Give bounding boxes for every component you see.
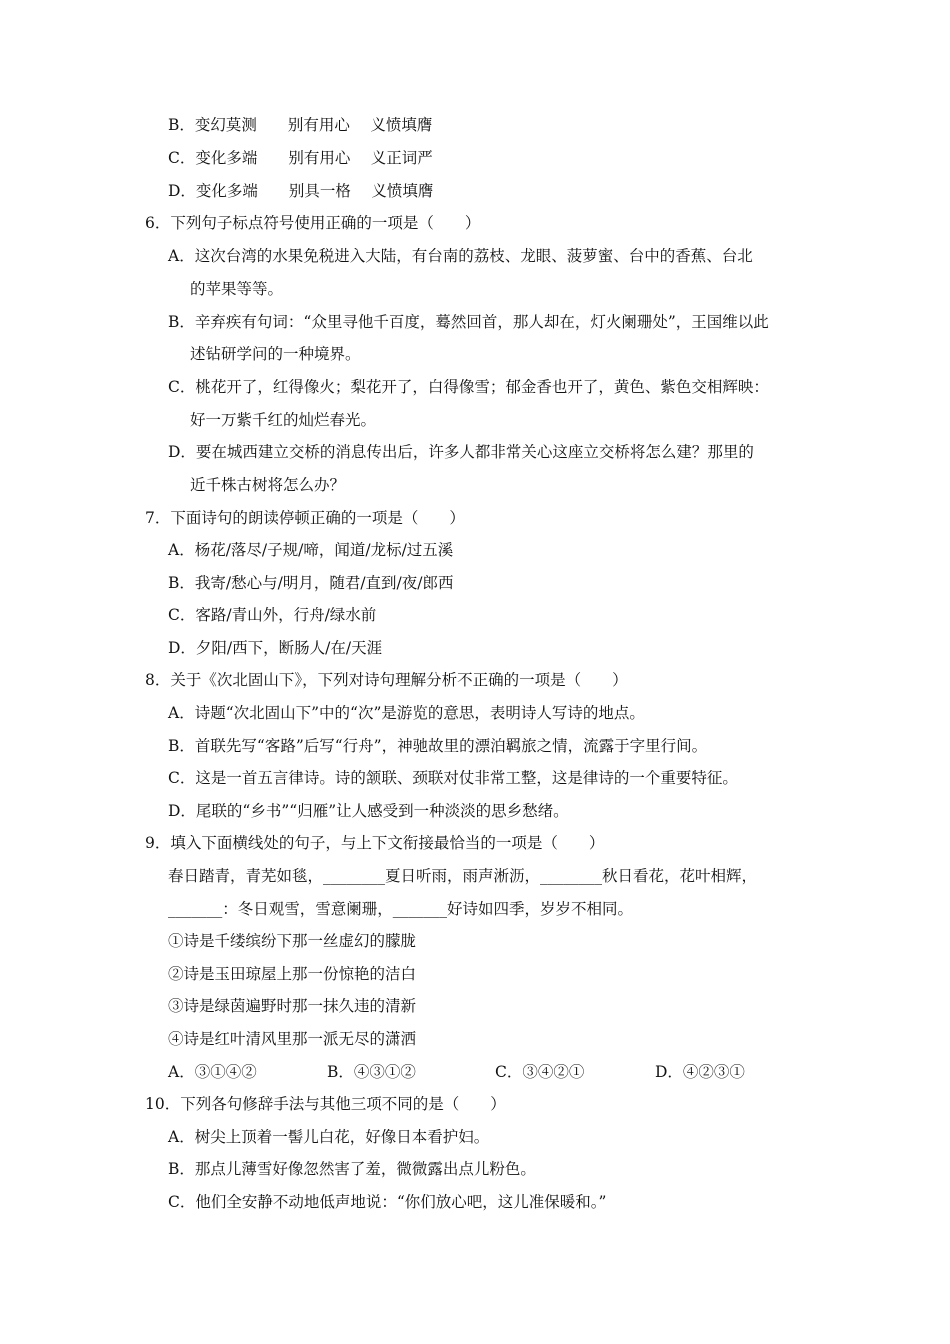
q6-option-a-line1: A．这次台湾的水果免税进入大陆，有台南的荔枝、龙眼、菠萝蜜、台中的香蕉、台北 [168,247,753,265]
q6-option-b-line1: B．辛弃疾有句词：“众里寻他千百度，蓦然回首，那人却在，灯火阑珊处”，王国维以此 [168,313,769,331]
q6-option-c-line1: C．桃花开了，红得像火；梨花开了，白得像雪；郁金香也开了，黄色、紫色交相辉映： [168,378,769,396]
q9-sentence-2: ②诗是玉田琼屋上那一份惊艳的洁白 [168,965,417,983]
q6-option-d-line2: 近千株古树将怎么办？ [190,476,346,494]
q7-option-d: D．夕阳/西下，断肠人/在/天涯 [168,639,383,657]
q8-option-b: B．首联先写“客路”后写“行舟”，神驰故里的漂泊羁旅之情，流露于字里行间。 [168,737,708,755]
q7-option-a: A．杨花/落尽/子规/啼，闻道/龙标/过五溪 [168,541,454,559]
q6-option-a-line2: 的苹果等等。 [190,280,284,298]
q5-option-b: B．变幻莫测 别有用心 义愤填膺 [168,116,433,134]
q6-option-b-line2: 述钻研学问的一种境界。 [190,345,361,363]
q9-passage-line2: _______：冬日观雪，雪意阑珊，_______好诗如四季，岁岁不相同。 [168,900,634,918]
q9-stem: 9．填入下面横线处的句子，与上下文衔接最恰当的一项是（ ） [145,834,605,852]
q5-option-c: C．变化多端 别有用心 义正词严 [168,149,433,167]
q10-option-b: B．那点儿薄雪好像忽然害了羞，微微露出点儿粉色。 [168,1160,536,1178]
q10-option-a: A．树尖上顶着一髻儿白花，好像日本看护妇。 [168,1128,490,1146]
q7-stem: 7．下面诗句的朗读停顿正确的一项是（ ） [145,509,465,527]
q6-option-c-line2: 好一万紫千红的灿烂春光。 [190,411,377,429]
q9-sentence-3: ③诗是绿茵遍野时那一抹久违的清新 [168,997,417,1015]
q9-option-d: D．④②③① [655,1063,745,1081]
q9-sentence-1: ①诗是千缕缤纷下那一丝虚幻的朦胧 [168,932,417,950]
q5-option-d: D．变化多端 别具一格 义愤填膺 [168,182,434,200]
q6-stem: 6．下列句子标点符号使用正确的一项是（ ） [145,214,481,232]
q9-option-b: B．④③①② [327,1063,416,1081]
q6-option-d-line1: D．要在城西建立交桥的消息传出后，许多人都非常关心这座立交桥将怎么建？那里的 [168,443,754,461]
q10-option-c: C．他们全安静不动地低声地说：“你们放心吧，这儿准保暖和。” [168,1193,607,1211]
q8-option-a: A．诗题“次北固山下”中的“次”是游览的意思，表明诗人写诗的地点。 [168,704,645,722]
q8-stem: 8．关于《次北固山下》，下列对诗句理解分析不正确的一项是（ ） [145,671,628,689]
q9-option-a: A．③①④② [168,1063,257,1081]
q7-option-b: B．我寄/愁心与/明月，随君/直到/夜/郎西 [168,574,454,592]
q9-passage-line1: 春日踏青，青芜如毯，________夏日听雨，雨声淅沥，________秋日看花，花叶相辉， [168,867,758,885]
q7-option-c: C．客路/青山外，行舟/绿水前 [168,606,377,624]
q8-option-d: D．尾联的“乡书”“归雁”让人感受到一种淡淡的思乡愁绪。 [168,802,569,820]
q8-option-c: C．这是一首五言律诗。诗的颔联、颈联对仗非常工整，这是律诗的一个重要特征。 [168,769,738,787]
q10-stem: 10．下列各句修辞手法与其他三项不同的是（ ） [145,1095,506,1113]
q9-option-c: C．③④②① [495,1063,585,1081]
q9-sentence-4: ④诗是红叶清风里那一派无尽的潇洒 [168,1030,417,1048]
